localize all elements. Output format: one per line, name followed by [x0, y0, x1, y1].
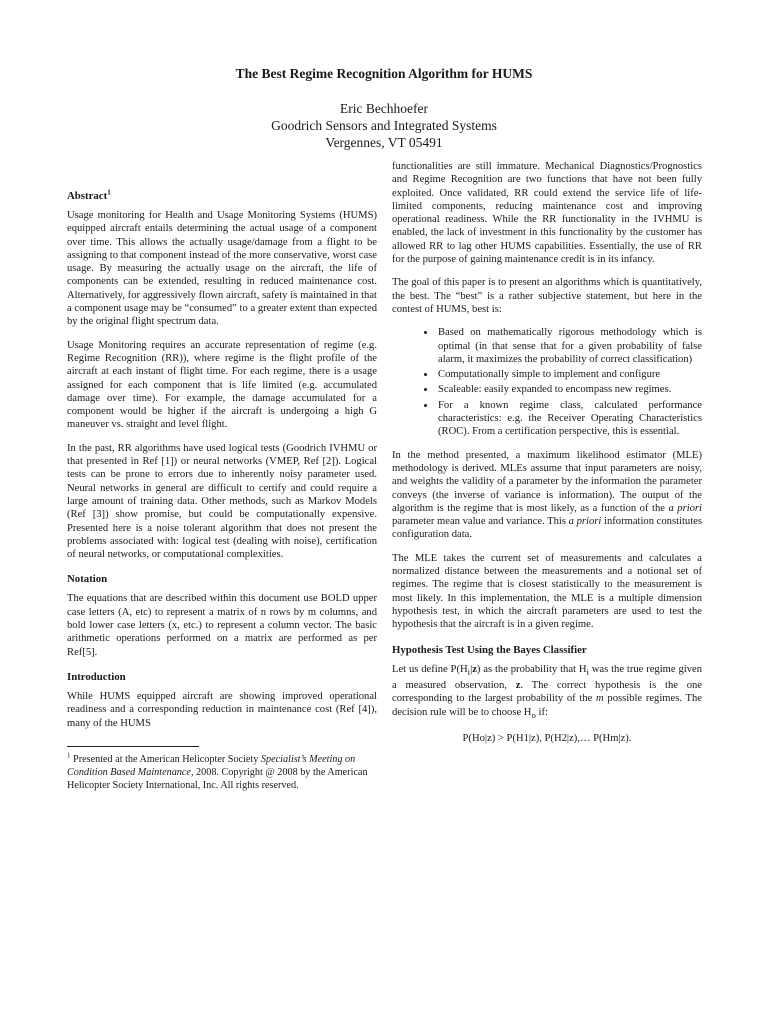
- decision-rule-equation: P(Ho|z) > P(H1|z), P(H2|z),… P(Hm|z).: [462, 732, 632, 744]
- goal-paragraph: The goal of this paper is to present an algorithms which is quantitatively, the best. The “best” is a rather subjective statement, but here in the contest of HUMS, best is:: [392, 277, 702, 315]
- mle-paragraph: The MLE takes the current set of measurements and calculates a normalized distance between the measurements and a notional set of regimes. The regime that is closest statistically to the measurement is most likely. In this implementation, the MLE is a multiple dimension hypothesis test, in which the aircraft parameters are used to test the hypothesis that the aircraft is in a given regime.: [392, 552, 702, 631]
- footnote-divider: [67, 746, 199, 747]
- list-item: • Computationally simple to implement and configure: [436, 368, 702, 381]
- criteria-list: [392, 326, 702, 438]
- intro-continued-paragraph: functionalities are still immature. Mechanical Diagnostics/Prognostics and Regime Recognition are two functions that have not been fully exploited. Once validated, RR could extend the service life of life-limited components, reducing maintenance cost and improving operational readiness. While the RR functionality in the IVHMU is enabled, the lack of investment in this functionality by the customer has allowed RR to lag other HUMS capabilities. Essentially, the use of RR for the purpose of gaining maintenance credit is in its infancy.: [392, 161, 702, 266]
- abstract-paragraph: Usage monitoring for Health and Usage Monitoring Systems (HUMS) equipped aircraft entails determining the actual usage of a component over time. This allows the actually usage/damage from a flight to be assigning to that component instead of the more conservative, worst case usage. By measuring the actually usage on the aircraft, the life of components can be extended, resulting in reduced maintenance cost. Alternatively, for aggressively flown aircraft, safety is maintained in that a component usage may be “consumed” to a greater extent than expected by the original flight spectrum data.: [67, 210, 377, 328]
- introduction-heading: Introduction: [67, 670, 126, 683]
- hypothesis-paragraph: Let us define $P(H_i|z)$ as the probability that $H_i$ was the true regime given a measured observation, z. The correct hypothesis is the one corresponding to the largest probability of the m possible regimes. The decision rule will be to choose $H_o$ if:: [392, 663, 703, 720]
- introduction-paragraph: While HUMS equipped aircraft are showing improved operational readiness and a corresponding reduction in maintenance cost (Ref [4]), many of the HUMS: [67, 690, 377, 729]
- author-location: Vergennes, VT 05491: [325, 135, 443, 150]
- method-paragraph: In the method presented, a maximum likelihood estimator (MLE) methodology is derived. MLEs assume that input parameters are noisy, and weights the validity of a parameter by the information the parameter conveys (the inverse of variance is information). The output of the algorithm is the regime that is most likely, as a function of the a priori parameter mean value and variance. This a priori information constitutes configuration data.: [392, 449, 703, 541]
- list-item: • For a known regime class, calculated performance characteristics: e.g. the Receiver Operating Characteristics (ROC). From a certification perspective, this is essential.: [436, 399, 702, 439]
- paper-title: The Best Regime Recognition Algorithm for HUMS: [235, 66, 533, 81]
- abstract-paragraph: In the past, RR algorithms have used logical tests (Goodrich IVHMU or that presented in Ref [1]) or neural networks (VMEP, Ref [2]). Logical tests can be prone to errors due to inherently noisy parameter used. Neural networks in general are difficult to certify and could require a large amount of training data. Other methods, such as Markov Models (Ref [3]) show promise, but could be computationally expensive. Presented here is a noise tolerant algorithm that does not present the problems associated with: logical test (dealing with noise), certification of neural networks, or computational complexities.: [67, 442, 377, 561]
- footnote: $^1$ Presented at the American Helicopter Society Specialist’s Meeting on Condition Based Maintenance, 2008. Copyright @ 2008 by the American Helicopter Society International, Inc. All rights reserved.: [67, 751, 368, 791]
- author-name: Eric Bechhoefer: [339, 101, 429, 116]
- hypothesis-heading: Hypothesis Test Using the Bayes Classifier: [392, 643, 587, 656]
- notation-paragraph: The equations that are described within this document use BOLD upper case letters (A, etc) to represent a matrix of n rows by m columns, and bold lower case letters (x, etc.) to represent a column vector. The basic arithmetic operations performed on a matrix are performed as per Ref[5].: [67, 593, 377, 658]
- right-column: [392, 160, 702, 745]
- notation-heading: Notation: [67, 573, 108, 586]
- abstract-paragraph: Usage Monitoring requires an accurate representation of regime (e.g. Regime Recognition (RR)), where regime is the flight profile of the aircraft at each instant of flight time. For each regime, there is a usage assigned for each component that is life limited (e.g. accumulated damage over time). For example, the damage accumulated for a component would be higher if the aircraft is undergoing a high G maneuver vs. straight and level flight.: [67, 339, 377, 431]
- list-item: • Based on mathematically rigorous methodology which is optimal (in that sense that for a given probability of false alarm, it maximizes the probability of correct classification): [436, 326, 702, 366]
- footnote-ref: 1: [107, 188, 111, 197]
- abstract-heading: Abstract$^1$: [67, 188, 111, 202]
- author-affiliation: Goodrich Sensors and Integrated Systems: [271, 118, 497, 133]
- left-column: [67, 160, 377, 792]
- paper-header: [0, 66, 768, 151]
- list-item: • Scaleable: easily expanded to encompass new regimes.: [436, 383, 702, 396]
